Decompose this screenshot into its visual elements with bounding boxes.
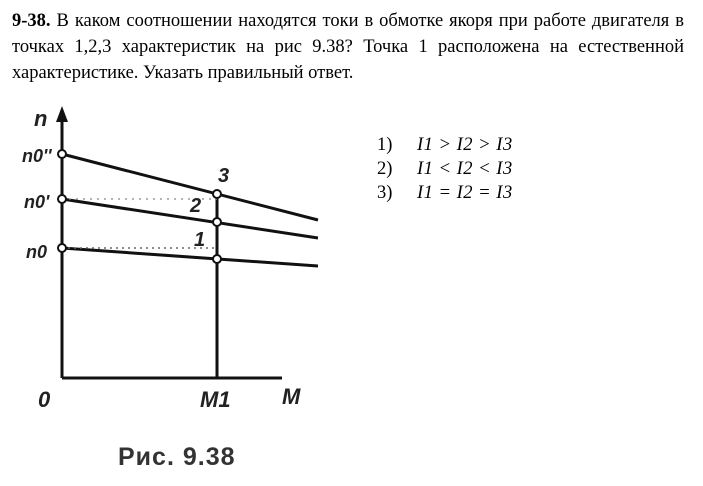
answer-option-3 bbox=[377, 181, 513, 205]
n0-prime-marker bbox=[58, 195, 66, 203]
speed-label-n0: n0 bbox=[26, 242, 48, 262]
question-number: 9-38. bbox=[12, 11, 51, 31]
point-label-1: 1 bbox=[194, 229, 206, 251]
point-1-marker bbox=[213, 255, 221, 263]
answer-formula: I1 = I2 = I3 bbox=[417, 183, 513, 203]
answer-number: 3) bbox=[377, 183, 393, 203]
answer-formula: I1 > I2 > I3 bbox=[417, 135, 513, 155]
point-label-3: 3 bbox=[218, 165, 230, 187]
answer-number: 2) bbox=[377, 159, 393, 179]
question-text-block bbox=[12, 8, 684, 86]
point-label-2: 2 bbox=[190, 195, 202, 217]
point-2-marker bbox=[213, 218, 221, 226]
speed-label-n0-double-prime: n0'' bbox=[22, 146, 52, 166]
answer-option-2 bbox=[377, 157, 513, 181]
question-body: В каком соотношении находятся токи в обмотке якоря при работе двигателя в точках 1,2,3 характеристик на рис 9.38? Точка 1 расположена на естественной характеристике. Указать правильный ответ. bbox=[12, 11, 684, 83]
figure-caption: Рис. 9.38 bbox=[118, 443, 236, 471]
torque-label-m1: M1 bbox=[200, 387, 231, 412]
answer-options bbox=[377, 133, 513, 205]
n0-double-prime-marker bbox=[58, 150, 66, 158]
origin-label: 0 bbox=[38, 387, 51, 412]
n0-marker bbox=[58, 244, 66, 252]
y-axis-label: n bbox=[34, 106, 48, 131]
answer-number: 1) bbox=[377, 135, 393, 155]
characteristic-line-1 bbox=[62, 248, 318, 266]
x-axis-label: M bbox=[282, 384, 301, 409]
answer-option-1 bbox=[377, 133, 513, 157]
y-axis-arrow bbox=[56, 106, 68, 122]
point-3-marker bbox=[213, 190, 221, 198]
characteristics-figure bbox=[20, 100, 340, 480]
answer-formula: I1 < I2 < I3 bbox=[417, 159, 513, 179]
speed-label-n0-prime: n0' bbox=[24, 192, 50, 212]
